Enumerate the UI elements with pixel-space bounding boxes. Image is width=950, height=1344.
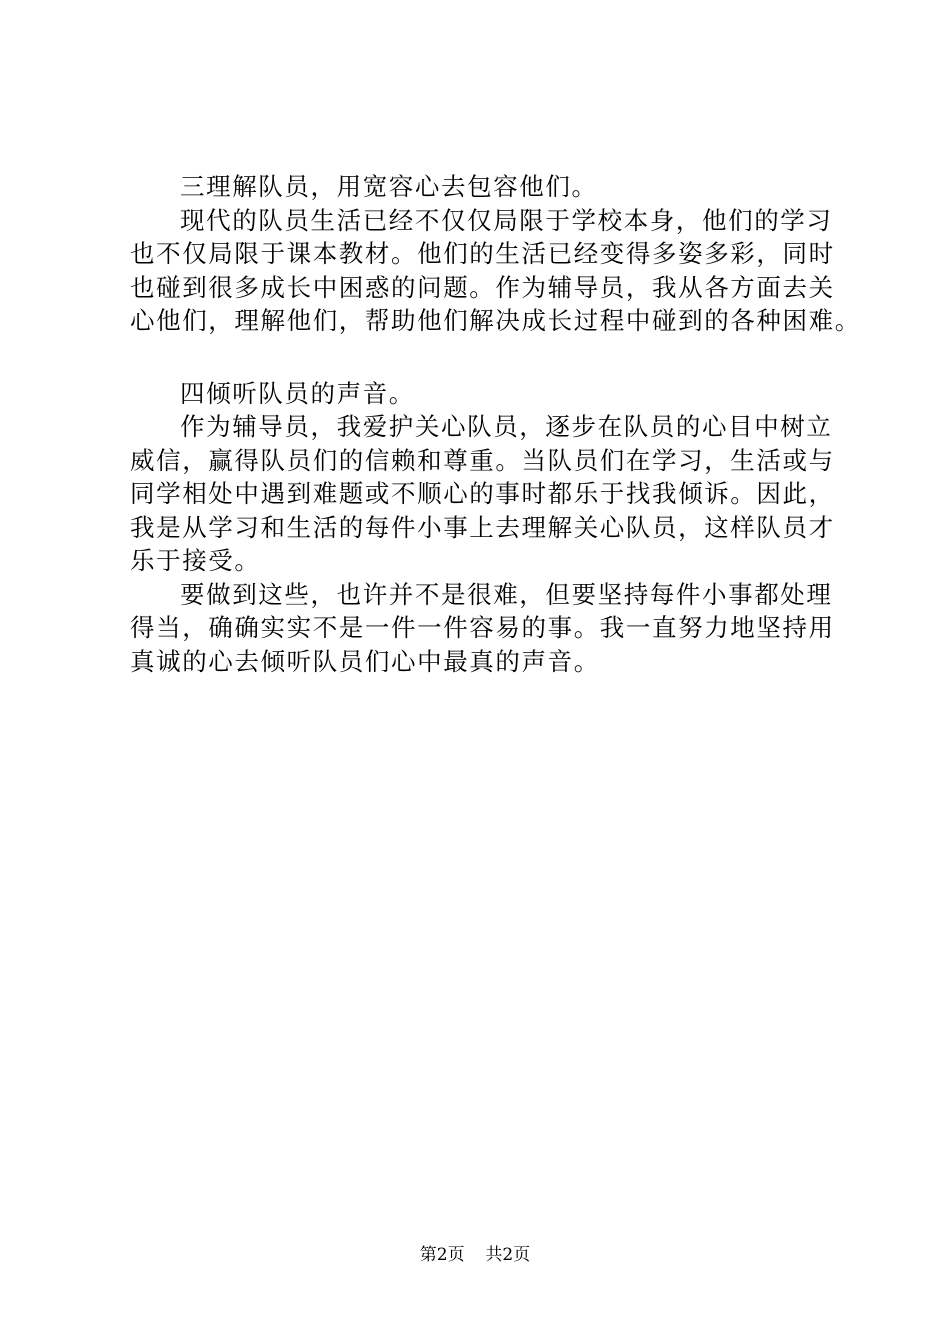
paragraph-line: 乐于接受。 bbox=[130, 546, 261, 575]
paragraph-line: 要做到这些，也许并不是很难，但要坚持每件小事都处理 bbox=[180, 579, 833, 609]
page-footer bbox=[0, 1244, 950, 1266]
paragraph-line: 心他们，理解他们，帮助他们解决成长过程中碰到的各种困难。 bbox=[130, 306, 861, 335]
paragraph-line: 我是从学习和生活的每件小事上去理解关心队员，这样队员才 bbox=[130, 512, 835, 542]
paragraph-line: 作为辅导员，我爱护关心队员，逐步在队员的心目中树立 bbox=[180, 412, 833, 441]
section-spacer bbox=[130, 338, 850, 377]
paragraph-line: 同学相处中遇到难题或不顺心的事时都乐于找我倾诉。因此， bbox=[130, 479, 835, 508]
paragraph-line: 也碰到很多成长中困惑的问题。作为辅导员，我从各方面去关 bbox=[130, 272, 835, 302]
paragraph-line: 得当，确确实实不是一件一件容易的事。我一直努力地坚持用 bbox=[130, 613, 835, 642]
section-heading: 三理解队员，用宽容心去包容他们。 bbox=[180, 172, 598, 201]
page-number: 第2页 bbox=[419, 1245, 465, 1265]
section-understand-members bbox=[130, 170, 861, 338]
section-heading: 四倾听队员的声音。 bbox=[180, 378, 415, 408]
document-body bbox=[130, 170, 861, 678]
paragraph-line: 也不仅局限于课本教材。他们的生活已经变得多姿多彩，同时 bbox=[130, 239, 835, 268]
page-total: 共2页 bbox=[485, 1245, 531, 1265]
section-listen-members bbox=[130, 377, 850, 679]
paragraph-line: 现代的队员生活已经不仅仅局限于学校本身，他们的学习 bbox=[180, 205, 833, 235]
paragraph-line: 威信，赢得队员们的信赖和尊重。当队员们在学习，生活或与 bbox=[130, 445, 835, 475]
paragraph-line: 真诚的心去倾听队员们心中最真的声音。 bbox=[130, 646, 600, 676]
